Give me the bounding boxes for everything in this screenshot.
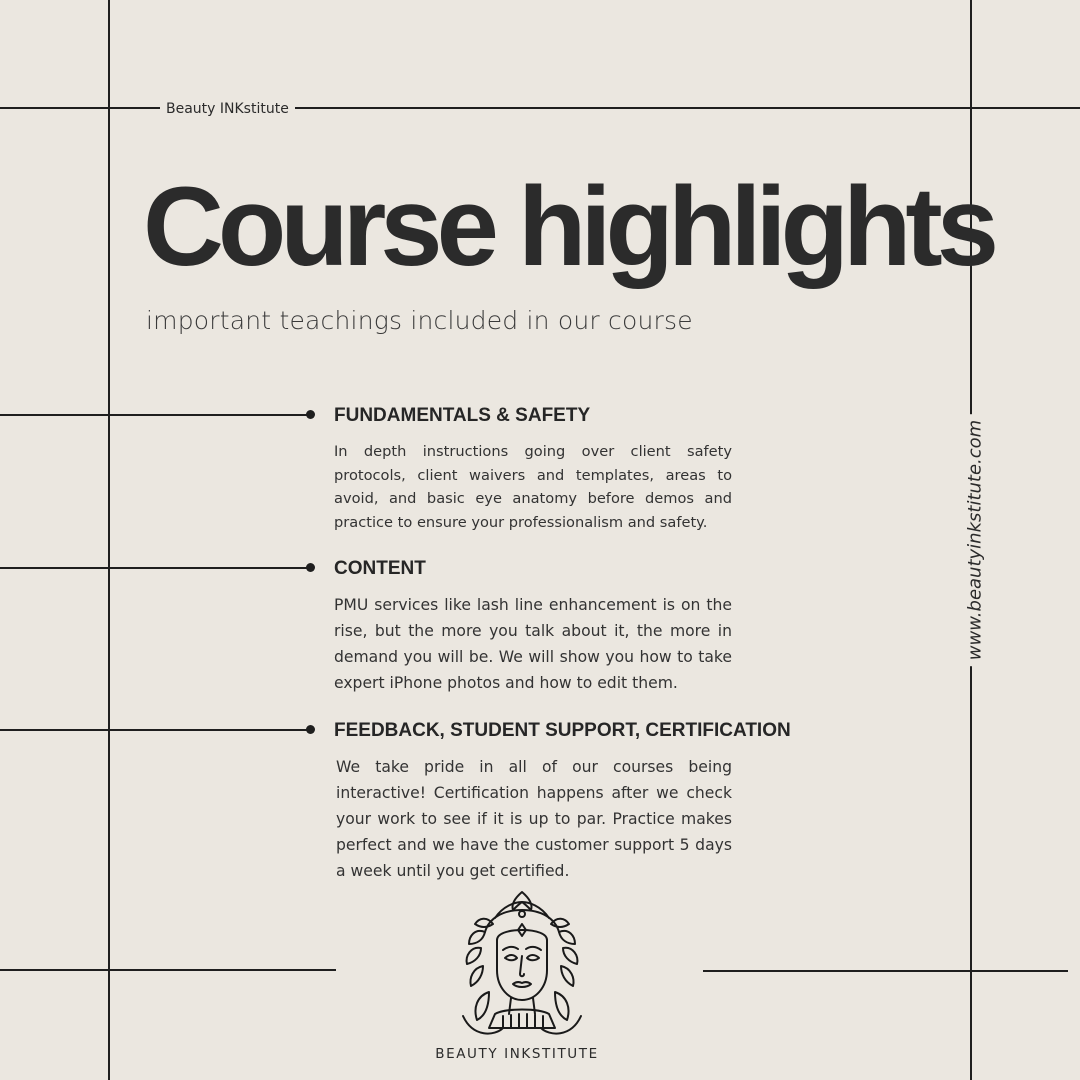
section-connector-line [0,567,312,569]
section-bullet-dot [306,725,315,734]
section-connector-line [0,729,312,731]
section-heading: FUNDAMENTALS & SAFETY [334,405,591,426]
frame-line-left-vertical [108,0,110,1080]
page-subtitle: important teachings included in our course [146,306,693,335]
section-connector-line [0,414,312,416]
section-heading: FEEDBACK, STUDENT SUPPORT, CERTIFICATION [334,720,791,741]
goddess-face-icon [455,888,589,1040]
section-heading: CONTENT [334,558,426,579]
website-url: www.beautyinkstitute.com [965,414,986,666]
frame-line-bottom-left [0,969,336,971]
section-body: In depth instructions going over client safety protocols, client waivers and templates, areas to avoid, and basic eye anatomy before demos and practice to ensure your professionalism and safety. [334,443,732,531]
page-title: Course highlights [143,164,993,289]
brand-label: Beauty INKstitute [160,99,295,119]
section-bullet-dot [306,563,315,572]
section-body: PMU services like lash line enhancement is on the rise, but the more you talk about it, the more in demand you will be. We will show you how to take expert iPhone photos and how to edit them. [334,596,732,692]
section-bullet-dot [306,410,315,419]
logo-wordmark: BEAUTY INKSTITUTE [435,1046,599,1062]
section-body: We take pride in all of our courses being interactive! Certification happens after we check your work to see if it is up to par. Practice makes perfect and we have the customer support 5 days a week until you get certified. [336,758,732,880]
frame-line-bottom-right [703,970,1068,972]
